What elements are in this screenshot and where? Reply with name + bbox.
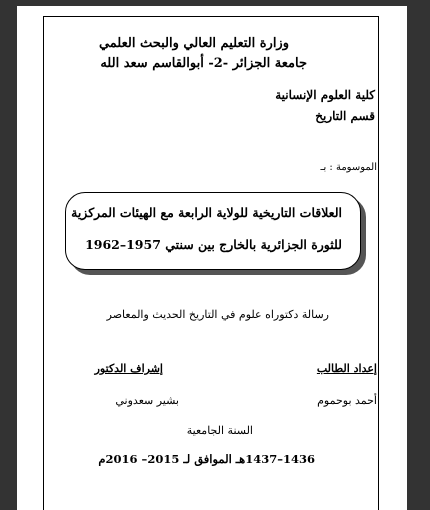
thesis-title-line-1: العلاقات التاريخية للولاية الرابعة مع الهيئات المركزية (71, 205, 342, 220)
intro-label: الموسومة : بـ (320, 162, 377, 173)
ministry-name: وزارة التعليم العالي والبحث العلمي (98, 36, 289, 51)
supervisor-name: بشير سعدوني (115, 394, 179, 407)
academic-year-label: السنة الجامعية (186, 424, 253, 437)
supervisor-label: إشراف الدكتور (94, 362, 163, 375)
faculty-name: كلية العلوم الإنسانية (275, 88, 375, 102)
thesis-title-box (65, 192, 361, 270)
student-label: إعداد الطالب (316, 362, 377, 375)
thesis-type: رسالة دكتوراه علوم في التاريخ الحديث والمعاصر (106, 308, 329, 321)
university-name: جامعة الجزائر -2- أبوالقاسم سعد الله (100, 56, 307, 71)
thesis-title-line-2: للثورة الجزائرية بالخارج بين سنتي 1957–1962 (85, 237, 342, 252)
student-name: أحمد بوحموم (317, 394, 377, 407)
document-page (17, 6, 407, 510)
academic-year-value: 1436–1437هـ الموافق لـ 2015– 2016م (98, 452, 315, 466)
department-name: قسم التاريخ (315, 109, 375, 123)
